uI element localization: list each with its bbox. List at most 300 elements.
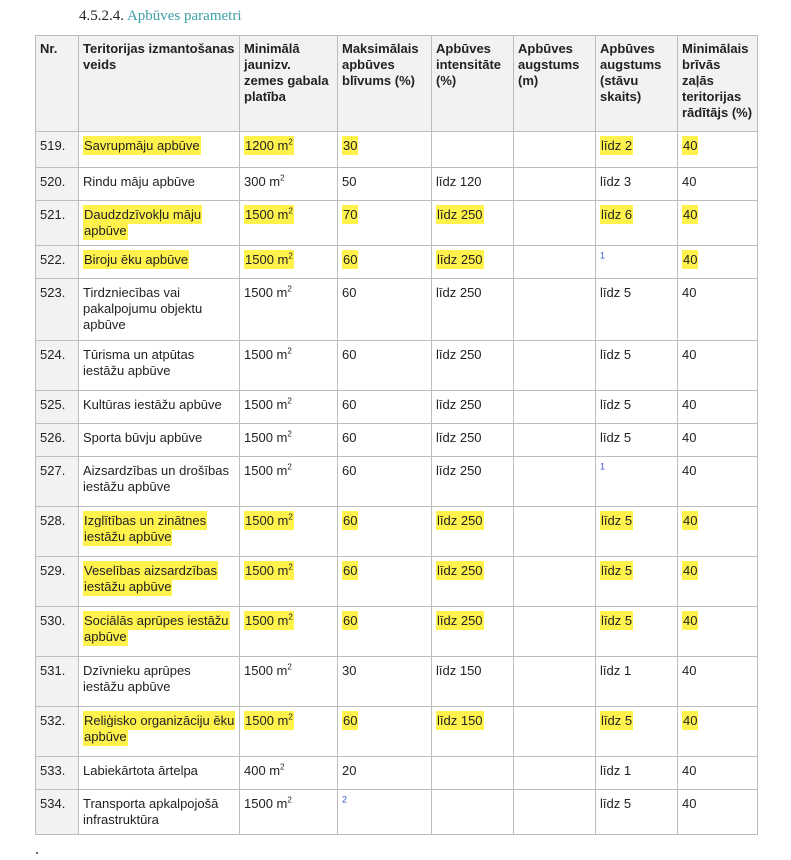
table-row: [36, 201, 758, 246]
green-ratio-cell: [678, 391, 758, 424]
row-number-text: 527.: [40, 463, 66, 478]
land-use-type-text: Aizsardzības un drošības iestāžu apbūve: [83, 463, 229, 494]
land-use-type-text: Labiekārtota ārtelpa: [83, 763, 198, 778]
land-use-type: [83, 561, 218, 596]
table-row: [36, 279, 758, 341]
land-use-type-cell: [79, 168, 240, 201]
floor-count-text: līdz 6: [601, 207, 633, 222]
land-use-type-cell: [79, 246, 240, 279]
unit-superscript: 2: [287, 284, 292, 294]
land-use-type-text: Rindu māju apbūve: [83, 174, 196, 189]
floor-count: [600, 397, 631, 412]
unit-superscript: 2: [288, 137, 293, 147]
green-ratio-cell: [678, 507, 758, 557]
unit-superscript: 2: [287, 462, 292, 472]
intensity-text: līdz 250: [437, 207, 483, 222]
intensity-cell: [432, 132, 514, 168]
min-plot-area-text: 1500 m: [245, 513, 289, 528]
unit-superscript: 2: [287, 396, 292, 406]
green-ratio: [682, 347, 696, 362]
green-ratio: [682, 136, 698, 155]
green-ratio-text: 40: [682, 763, 697, 778]
row-number-cell: [36, 607, 79, 657]
land-use-type-text: Sporta būvju apbūve: [83, 430, 203, 445]
max-density-text: 30: [342, 663, 357, 678]
intensity-cell: [432, 657, 514, 707]
section-number: 4.5.2.4.: [79, 8, 124, 24]
min-plot-area: [244, 711, 294, 730]
unit-superscript: 2: [280, 762, 285, 772]
max-density: [342, 174, 356, 189]
row-number: [40, 347, 65, 362]
row-number-text: 523.: [40, 285, 66, 300]
min-plot-area-cell: [240, 246, 338, 279]
header-intensity: Apbūves intensitāte (%): [432, 36, 514, 132]
min-plot-area-cell: [240, 201, 338, 246]
min-plot-area-text: 1500 m: [244, 463, 288, 478]
max-density: [342, 285, 356, 300]
min-plot-area-cell: [240, 657, 338, 707]
min-plot-area-cell: [240, 168, 338, 201]
floor-count-cell: [596, 391, 678, 424]
green-ratio-text: 40: [682, 796, 697, 811]
height-m-cell: [514, 168, 596, 201]
intensity-text: līdz 250: [436, 463, 482, 478]
row-number: [40, 796, 65, 811]
row-number-text: 529.: [40, 563, 66, 578]
unit-superscript: 2: [287, 346, 292, 356]
land-use-type: [83, 763, 198, 778]
unit-superscript: 2: [280, 173, 285, 183]
green-ratio: [682, 663, 696, 678]
intensity-cell: [432, 201, 514, 246]
floor-count-cell: [596, 790, 678, 835]
max-density: [342, 397, 356, 412]
intensity-cell: [432, 168, 514, 201]
min-plot-area-cell: [240, 391, 338, 424]
min-plot-area: [244, 561, 294, 580]
section-heading: [79, 8, 241, 25]
floor-count-text: līdz 5: [601, 713, 633, 728]
intensity-cell: [432, 607, 514, 657]
land-use-type: [83, 347, 194, 378]
max-density-cell: [338, 279, 432, 341]
min-plot-area: [244, 285, 292, 300]
land-use-type: [83, 136, 201, 155]
intensity: [436, 397, 482, 412]
min-plot-area-cell: [240, 132, 338, 168]
intensity-text: līdz 250: [436, 347, 482, 362]
max-density-cell: [338, 168, 432, 201]
row-number-text: 530.: [40, 613, 66, 628]
min-plot-area: [244, 430, 292, 445]
floor-count: [600, 711, 633, 730]
floor-count: [600, 663, 631, 678]
height-m-cell: [514, 132, 596, 168]
row-number-cell: [36, 657, 79, 707]
max-density: [342, 430, 356, 445]
land-use-type-text: Dzīvnieku aprūpes iestāžu apbūve: [83, 663, 191, 694]
unit-superscript: 2: [287, 429, 292, 439]
page-mark: [36, 852, 38, 854]
row-number: [40, 563, 65, 578]
row-number-cell: [36, 557, 79, 607]
max-density: [342, 250, 358, 269]
header-row: [36, 36, 758, 132]
table-row: [36, 607, 758, 657]
min-plot-area: [244, 250, 294, 269]
max-density-text: 60: [342, 347, 357, 362]
intensity-text: līdz 250: [437, 252, 483, 267]
max-density-text: 60: [343, 563, 358, 578]
intensity-text: līdz 250: [436, 397, 482, 412]
unit-superscript: 2: [287, 662, 292, 672]
floor-count-cell: [596, 707, 678, 757]
green-ratio-cell: [678, 457, 758, 507]
max-density: [342, 663, 356, 678]
height-m-cell: [514, 790, 596, 835]
intensity: [436, 561, 484, 580]
row-number-text: 524.: [40, 347, 66, 362]
land-use-type-cell: [79, 707, 240, 757]
land-use-type-text: Reliģisko organizāciju ēku apbūve: [84, 713, 235, 744]
min-plot-area-text: 400 m: [244, 763, 281, 778]
intensity: [436, 463, 482, 478]
green-ratio-cell: [678, 201, 758, 246]
min-plot-area-text: 1500 m: [245, 713, 289, 728]
max-density-cell: [338, 132, 432, 168]
land-use-type: [83, 711, 235, 746]
height-m-cell: [514, 246, 596, 279]
row-number-cell: [36, 424, 79, 457]
intensity: [436, 174, 482, 189]
height-m-cell: [514, 341, 596, 391]
table-row: [36, 507, 758, 557]
green-ratio-cell: [678, 757, 758, 790]
land-use-type-cell: [79, 657, 240, 707]
floor-count-cell: [596, 201, 678, 246]
footnote-link[interactable]: 1: [600, 250, 606, 261]
green-ratio-cell: [678, 607, 758, 657]
green-ratio-cell: [678, 168, 758, 201]
floor-count-cell: [596, 657, 678, 707]
header-green: Minimālais brīvās zaļās teritorijas rādītājs (%): [678, 36, 758, 132]
max-density: [342, 205, 358, 224]
green-ratio-cell: [678, 707, 758, 757]
max-density-cell: [338, 557, 432, 607]
table-row: [36, 707, 758, 757]
land-use-type-cell: [79, 391, 240, 424]
intensity-text: līdz 250: [436, 430, 482, 445]
intensity-cell: [432, 707, 514, 757]
min-plot-area-text: 1500 m: [245, 207, 289, 222]
row-number: [40, 430, 65, 445]
intensity-cell: [432, 279, 514, 341]
floor-count-cell: [596, 246, 678, 279]
max-density-text: 60: [342, 397, 357, 412]
floor-count: [600, 763, 631, 778]
land-use-type-cell: [79, 607, 240, 657]
intensity-text: līdz 150: [436, 663, 482, 678]
row-number-cell: [36, 757, 79, 790]
floor-count-text: līdz 2: [601, 138, 633, 153]
green-ratio-text: 40: [683, 207, 698, 222]
footnote-link[interactable]: 2: [342, 794, 348, 805]
floor-count: [600, 511, 633, 530]
intensity: [436, 611, 484, 630]
max-density-cell: [338, 657, 432, 707]
header-nr: Nr.: [36, 36, 79, 132]
row-number-text: 531.: [40, 663, 66, 678]
max-density-text: 60: [343, 513, 358, 528]
green-ratio-text: 40: [682, 397, 697, 412]
max-density: [342, 763, 356, 778]
land-use-type: [83, 285, 202, 332]
row-number: [40, 463, 65, 478]
row-number-cell: [36, 201, 79, 246]
land-use-type-cell: [79, 201, 240, 246]
min-plot-area-text: 1200 m: [245, 138, 289, 153]
green-ratio-cell: [678, 132, 758, 168]
table-row: [36, 457, 758, 507]
green-ratio-cell: [678, 657, 758, 707]
green-ratio-cell: [678, 790, 758, 835]
height-m-cell: [514, 507, 596, 557]
row-number-cell: [36, 457, 79, 507]
row-number: [40, 285, 65, 300]
min-plot-area: [244, 796, 292, 811]
height-m-cell: [514, 424, 596, 457]
intensity-text: līdz 250: [437, 513, 483, 528]
min-plot-area: [244, 397, 292, 412]
intensity: [436, 711, 484, 730]
min-plot-area: [244, 511, 294, 530]
min-plot-area-cell: [240, 607, 338, 657]
land-use-type-text: Savrupmāju apbūve: [84, 138, 200, 153]
table-row: [36, 168, 758, 201]
row-number-text: 521.: [40, 207, 66, 222]
intensity: [436, 205, 484, 224]
header-floors: Apbūves augstums (stāvu skaits): [596, 36, 678, 132]
intensity-cell: [432, 757, 514, 790]
intensity-text: līdz 150: [437, 713, 483, 728]
green-ratio-text: 40: [683, 713, 698, 728]
land-use-type: [83, 397, 222, 412]
min-plot-area-cell: [240, 707, 338, 757]
land-use-type-text: Biroju ēku apbūve: [84, 252, 189, 267]
min-plot-area-text: 1500 m: [245, 613, 289, 628]
intensity-cell: [432, 557, 514, 607]
max-density-cell: [338, 707, 432, 757]
max-density-cell: [338, 424, 432, 457]
intensity: [436, 250, 484, 269]
intensity-text: līdz 250: [436, 285, 482, 300]
floor-count: [600, 174, 631, 189]
green-ratio-text: 40: [683, 563, 698, 578]
floor-count: [600, 611, 633, 630]
row-number-cell: [36, 246, 79, 279]
table-row: [36, 557, 758, 607]
green-ratio-cell: [678, 424, 758, 457]
floor-count: [600, 561, 633, 580]
green-ratio: [682, 561, 698, 580]
min-plot-area-text: 1500 m: [244, 796, 288, 811]
height-m-cell: [514, 457, 596, 507]
max-density: [342, 136, 358, 155]
min-plot-area-text: 1500 m: [245, 563, 289, 578]
green-ratio: [682, 285, 696, 300]
height-m-cell: [514, 707, 596, 757]
header-type: Teritorijas izmantošanas veids: [79, 36, 240, 132]
row-number-cell: [36, 507, 79, 557]
min-plot-area-text: 1500 m: [245, 252, 289, 267]
intensity: [436, 285, 482, 300]
row-number-cell: [36, 279, 79, 341]
height-m-cell: [514, 557, 596, 607]
row-number-cell: [36, 790, 79, 835]
floor-count: [600, 285, 631, 300]
land-use-type-text: Tirdzniecības vai pakalpojumu objektu apbūve: [83, 285, 203, 332]
floor-count: [600, 136, 633, 155]
floor-count-cell: [596, 168, 678, 201]
row-number-text: 532.: [40, 713, 66, 728]
floor-count-text: līdz 5: [600, 796, 632, 811]
min-plot-area-cell: [240, 279, 338, 341]
row-number-text: 534.: [40, 796, 66, 811]
table-row: [36, 391, 758, 424]
land-use-type: [83, 463, 229, 494]
land-use-type-text: Tūrisma un atpūtas iestāžu apbūve: [83, 347, 195, 378]
row-number-cell: [36, 707, 79, 757]
max-density: [342, 347, 356, 362]
max-density-text: 30: [343, 138, 358, 153]
floor-count: [600, 347, 631, 362]
land-use-type-cell: [79, 507, 240, 557]
floor-count-cell: [596, 557, 678, 607]
floor-count: [600, 430, 631, 445]
height-m-cell: [514, 279, 596, 341]
min-plot-area-text: 1500 m: [244, 347, 288, 362]
row-number: [40, 513, 65, 528]
max-density-cell: [338, 246, 432, 279]
row-number: [40, 252, 65, 267]
max-density-cell: [338, 201, 432, 246]
max-density: [342, 611, 358, 630]
max-density-cell: [338, 457, 432, 507]
max-density-cell: [338, 607, 432, 657]
floor-count-text: līdz 1: [600, 763, 632, 778]
min-plot-area-cell: [240, 457, 338, 507]
land-use-type-cell: [79, 457, 240, 507]
unit-superscript: 2: [288, 206, 293, 216]
land-use-type-cell: [79, 757, 240, 790]
land-use-type-cell: [79, 341, 240, 391]
green-ratio-cell: [678, 279, 758, 341]
min-plot-area: [244, 611, 294, 630]
max-density-text: 60: [342, 430, 357, 445]
min-plot-area: [244, 136, 294, 155]
row-number-text: 526.: [40, 430, 66, 445]
max-density-text: 70: [343, 207, 358, 222]
row-number: [40, 138, 65, 153]
floor-count-text: līdz 5: [601, 563, 633, 578]
row-number-text: 522.: [40, 252, 66, 267]
header-height-m: Apbūves augstums (m): [514, 36, 596, 132]
intensity-cell: [432, 246, 514, 279]
table-row: [36, 341, 758, 391]
intensity: [436, 511, 484, 530]
land-use-type-cell: [79, 132, 240, 168]
floor-count-text: līdz 5: [600, 347, 632, 362]
green-ratio-text: 40: [683, 613, 698, 628]
min-plot-area: [244, 174, 285, 189]
intensity-cell: [432, 507, 514, 557]
table-row: [36, 790, 758, 835]
green-ratio-cell: [678, 557, 758, 607]
floor-count-cell: [596, 607, 678, 657]
unit-superscript: 2: [287, 795, 292, 805]
floor-count-text: līdz 1: [600, 663, 632, 678]
floor-count-text: līdz 5: [600, 285, 632, 300]
max-density-text: 60: [342, 463, 357, 478]
floor-count-cell: [596, 424, 678, 457]
table-row: [36, 657, 758, 707]
max-density-text: 60: [343, 713, 358, 728]
intensity-cell: [432, 391, 514, 424]
land-use-type: [83, 205, 202, 240]
max-density-cell: [338, 391, 432, 424]
max-density-text: 60: [343, 613, 358, 628]
max-density-text: 50: [342, 174, 357, 189]
floor-count-text: līdz 3: [600, 174, 632, 189]
green-ratio: [682, 174, 696, 189]
max-density-cell: [338, 341, 432, 391]
floor-count-text: līdz 5: [600, 430, 632, 445]
green-ratio: [682, 397, 696, 412]
floor-count-cell: [596, 341, 678, 391]
green-ratio-text: 40: [682, 174, 697, 189]
green-ratio-text: 40: [682, 430, 697, 445]
land-use-type-cell: [79, 424, 240, 457]
min-plot-area-cell: [240, 507, 338, 557]
height-m-cell: [514, 757, 596, 790]
footnote-link[interactable]: 1: [600, 461, 606, 472]
green-ratio: [682, 796, 696, 811]
height-m-cell: [514, 607, 596, 657]
row-number: [40, 174, 65, 189]
intensity-cell: [432, 341, 514, 391]
green-ratio: [682, 511, 698, 530]
floor-count-text: līdz 5: [600, 397, 632, 412]
max-density-cell: [338, 790, 432, 835]
intensity-cell: [432, 424, 514, 457]
unit-superscript: 2: [288, 251, 293, 261]
height-m-cell: [514, 657, 596, 707]
min-plot-area-cell: [240, 341, 338, 391]
intensity: [436, 663, 482, 678]
row-number: [40, 663, 65, 678]
min-plot-area: [244, 463, 292, 478]
min-plot-area-cell: [240, 424, 338, 457]
row-number: [40, 207, 65, 222]
height-m-cell: [514, 391, 596, 424]
land-use-type: [83, 796, 218, 827]
land-use-type-text: Transporta apkalpojošā infrastruktūra: [83, 796, 219, 827]
intensity-text: līdz 120: [436, 174, 482, 189]
land-use-type: [83, 430, 202, 445]
min-plot-area-cell: [240, 757, 338, 790]
row-number-cell: [36, 168, 79, 201]
